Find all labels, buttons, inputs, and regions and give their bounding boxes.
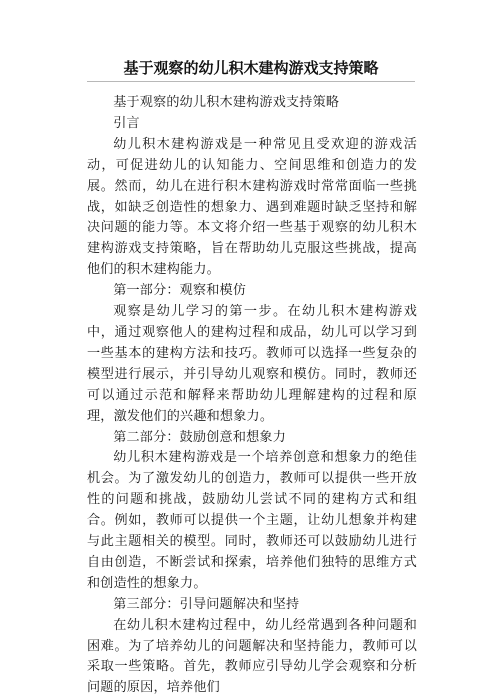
paragraph-introduction: 幼儿积木建构游戏是一种常见且受欢迎的游戏活动，可促进幼儿的认知能力、空间思维和创造力的发展。然而，幼儿在进行积木建构游戏时常常面临一些挑战，如缺乏创造性的想象力、遇到难题时缺乏坚持和解决问题的能力等。本文将介绍一些基于观察的幼儿积木建构游戏支持策略，旨在帮助幼儿克服这些挑战，提高他们的积木建构能力。 — [87, 136, 417, 278]
document-body — [87, 93, 417, 699]
body-heading: 基于观察的幼儿积木建构游戏支持策略 — [113, 95, 340, 110]
section-label-introduction: 引言 — [113, 115, 140, 131]
title-divider — [87, 81, 415, 82]
section-heading-part-3: 第三部分：引导问题解决和坚持 — [113, 596, 300, 612]
paragraph-part-3: 在幼儿积木建构过程中，幼儿经常遇到各种问题和困难。为了培养幼儿的问题解决和坚持能力，教师可以采取一些策略。首先，教师应引导幼儿学会观察和分析问题的原因，培养他们 — [87, 617, 417, 696]
paragraph-part-2: 幼儿积木建构游戏是一个培养创意和想象力的绝佳机会。为了激发幼儿的创造力，教师可以提供一些开放性的问题和挑战，鼓励幼儿尝试不同的建构方式和组合。例如，教师可以提供一个主题，让幼儿想象并构建与此主题相关的模型。同时，教师还可以鼓励幼儿进行自由创造，不断尝试和探索，培养他们独特的思维方式和创造性的想象力。 — [87, 450, 417, 591]
paragraph-part-1: 观察是幼儿学习的第一步。在幼儿积木建构游戏中，通过观察他人的建构过程和成品，幼儿可以学习到一些基本的建构方法和技巧。教师可以选择一些复杂的模型进行展示，并引导幼儿观察和模仿。同时，教师还可以通过示范和解释来帮助幼儿理解建构的过程和原理，激发他们的兴趣和想象力。 — [87, 304, 417, 424]
section-heading-part-1: 第一部分：观察和模仿 — [113, 283, 247, 299]
document-title: 基于观察的幼儿积木建构游戏支持策略 — [123, 59, 379, 77]
section-heading-part-2: 第二部分：鼓励创意和想象力 — [113, 429, 287, 445]
